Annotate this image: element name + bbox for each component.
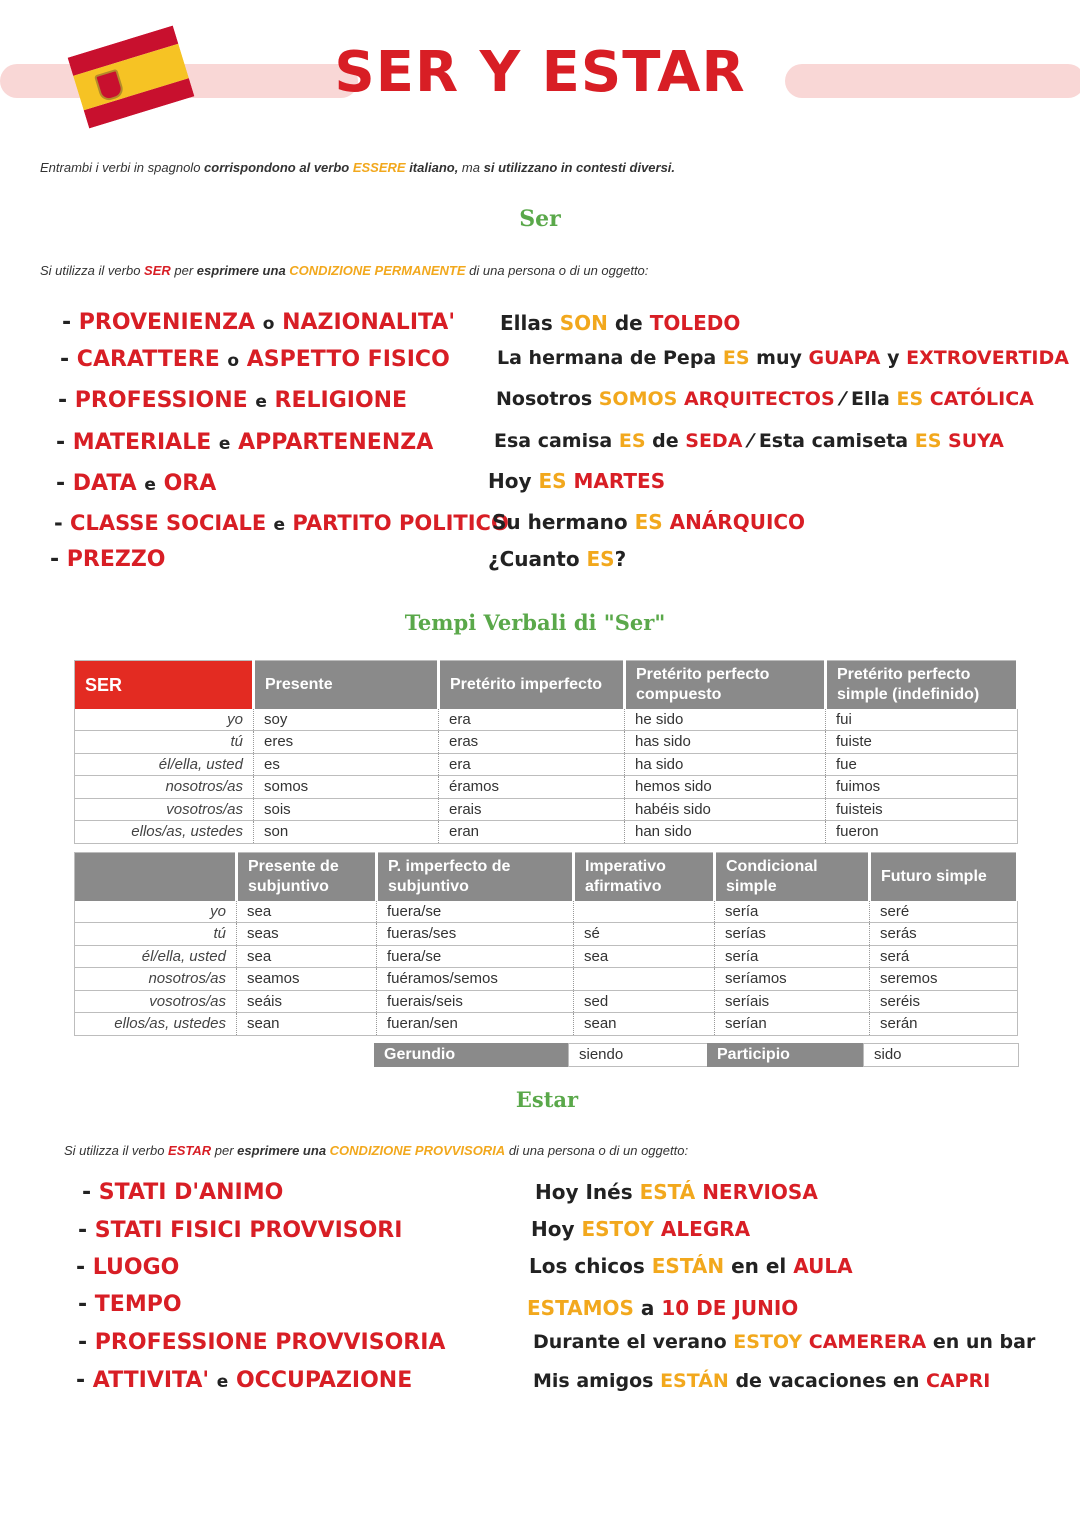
example-part: ES: [896, 388, 924, 410]
desc-part: di una persona o di un oggetto:: [465, 263, 649, 278]
table-cell: fue: [826, 753, 1018, 776]
table-header: Pretérito perfecto simple (indefinido): [826, 661, 1018, 709]
example-part: ES: [618, 430, 646, 452]
rule-term: STATI D'ANIMO: [98, 1180, 284, 1205]
ser-rule: - PROFESSIONE e RELIGIONE: [58, 388, 408, 413]
example-part: Ella: [851, 388, 897, 410]
tenses-heading: Tempi Verbali di "Ser": [404, 610, 666, 635]
ser-conjugation-table-2: [74, 852, 1019, 1036]
participio-value: sido: [863, 1043, 1019, 1067]
table-cell: vosotros/as: [75, 798, 254, 821]
table-cell: sois: [254, 798, 439, 821]
table-header: Presente de subjuntivo: [237, 853, 377, 901]
table-cell: yo: [75, 709, 254, 731]
example-part: 10 DE JUNIO: [661, 1296, 799, 1320]
table-cell: fuera/se: [377, 901, 574, 923]
desc-part: di una persona o di un oggetto:: [505, 1143, 689, 1158]
ser-rule: - PREZZO: [50, 547, 166, 572]
example-part: Esta camiseta: [758, 430, 915, 452]
example-part: Mis amigos: [533, 1370, 661, 1392]
rule-term: PROFESSIONE PROVVISORIA: [94, 1330, 446, 1355]
table-cell: era: [439, 709, 625, 731]
table-cell: has sido: [625, 731, 826, 754]
table-cell: soy: [254, 709, 439, 731]
example-part: SON: [559, 311, 608, 335]
example-part: ⁄: [834, 388, 852, 410]
example-part: La hermana de Pepa: [497, 347, 723, 369]
example-part: EXTROVERTIDA: [906, 347, 1069, 369]
table-cell: fuiste: [826, 731, 1018, 754]
table-cell: serías: [715, 923, 870, 946]
table-cell: será: [870, 945, 1018, 968]
example-part: ESTOY: [733, 1331, 803, 1353]
rule-term: NAZIONALITA': [282, 310, 456, 335]
example-part: Esa camisa: [494, 430, 619, 452]
table-row: [75, 798, 1018, 821]
table-cell: tú: [75, 923, 237, 946]
table-cell: fui: [826, 709, 1018, 731]
ser-description: [40, 263, 648, 278]
desc-part: esprimere una: [237, 1143, 330, 1158]
table-row: [75, 990, 1018, 1013]
gerundio-value: siendo: [568, 1043, 708, 1067]
example-part: AULA: [793, 1254, 853, 1278]
estar-rule: - PROFESSIONE PROVVISORIA: [78, 1330, 446, 1355]
example-part: Hoy: [488, 469, 539, 493]
table-cell: seré: [870, 901, 1018, 923]
ser-heading: Ser: [519, 206, 561, 232]
example-part: ESTÁ: [639, 1180, 696, 1204]
example-part: ESTÁN: [660, 1370, 729, 1392]
table-header: Pretérito imperfecto: [439, 661, 625, 709]
table-cell: sean: [237, 1013, 377, 1036]
table-row: [75, 1013, 1018, 1036]
ser-example: [488, 547, 626, 571]
ser-example: [500, 311, 740, 335]
table-cell: hemos sido: [625, 776, 826, 799]
example-part: ?: [614, 547, 627, 571]
rule-term: APPARTENENZA: [238, 430, 434, 455]
table-cell: fuisteis: [826, 798, 1018, 821]
table-cell: han sido: [625, 821, 826, 844]
example-part: CAMERERA: [802, 1331, 927, 1353]
rule-term: LUOGO: [92, 1255, 180, 1280]
table-cell: serás: [870, 923, 1018, 946]
example-part: y: [880, 347, 907, 369]
estar-description: [64, 1143, 688, 1158]
page-title: SER Y ESTAR: [334, 40, 746, 105]
rule-term: ORA: [163, 471, 217, 496]
table-row: [75, 923, 1018, 946]
example-part: en un bar: [926, 1331, 1036, 1353]
table-cell: eres: [254, 731, 439, 754]
rule-conj: o: [227, 351, 240, 371]
table-cell: es: [254, 753, 439, 776]
estar-example: [535, 1180, 818, 1204]
example-part: ES: [586, 547, 615, 571]
table-cell: habéis sido: [625, 798, 826, 821]
intro-part: ma: [458, 160, 484, 175]
estar-example: [533, 1331, 1035, 1353]
table-cell: son: [254, 821, 439, 844]
table-cell: seas: [237, 923, 377, 946]
rule-term: DATA: [72, 471, 137, 496]
estar-heading: Estar: [515, 1087, 579, 1112]
table-row: [75, 776, 1018, 799]
table-cell: serán: [870, 1013, 1018, 1036]
table-cell: ha sido: [625, 753, 826, 776]
rule-conj: e: [273, 515, 286, 535]
example-part: Hoy: [531, 1217, 582, 1241]
intro-part: Entrambi i verbi in spagnolo: [40, 160, 205, 175]
table-cell: sea: [237, 901, 377, 923]
example-part: SUYA: [941, 430, 1004, 452]
table-cell: seríamos: [715, 968, 870, 991]
ser-example: [494, 430, 1004, 452]
example-part: Durante el verano: [533, 1331, 734, 1353]
example-part: GUAPA: [808, 347, 881, 369]
ser-example: [497, 347, 1069, 369]
table-cell: sería: [715, 945, 870, 968]
rule-term: PREZZO: [66, 547, 166, 572]
estar-example: [533, 1370, 990, 1392]
ser-example: [496, 388, 1034, 410]
table-cell: sé: [574, 923, 715, 946]
example-part: SOMOS: [598, 388, 678, 410]
table-cell: él/ella, usted: [75, 945, 237, 968]
example-part: ESTAMOS: [527, 1296, 634, 1320]
example-part: ESTOY: [581, 1217, 654, 1241]
ser-rule: - CARATTERE o ASPETTO FISICO: [60, 347, 450, 372]
table-cell: vosotros/as: [75, 990, 237, 1013]
example-part: ES: [634, 510, 663, 534]
example-part: Los chicos: [529, 1254, 652, 1278]
table-cell: sed: [574, 990, 715, 1013]
table-cell: eras: [439, 731, 625, 754]
table-cell: he sido: [625, 709, 826, 731]
desc-part: per: [170, 263, 197, 278]
rule-term: OCCUPAZIONE: [235, 1368, 413, 1393]
table-header: Pretérito perfecto compuesto: [625, 661, 826, 709]
rule-term: PARTITO POLITICO: [292, 511, 509, 535]
rule-conj: e: [255, 392, 267, 412]
table-cell: nosotros/as: [75, 968, 237, 991]
table-cell: él/ella, usted: [75, 753, 254, 776]
example-part: a: [633, 1296, 662, 1320]
rule-conj: e: [218, 434, 231, 454]
ser-rule: - DATA e ORA: [56, 471, 217, 496]
intro-text: [40, 160, 675, 175]
table-cell: fuimos: [826, 776, 1018, 799]
example-part: Su hermano: [492, 510, 635, 534]
desc-highlight: CONDIZIONE PERMANENTE: [289, 263, 466, 278]
estar-rule: - TEMPO: [78, 1292, 182, 1317]
table-cell: fuerais/seis: [377, 990, 574, 1013]
example-part: ES: [722, 347, 750, 369]
rule-conj: e: [216, 1372, 229, 1392]
desc-verb: SER: [144, 263, 171, 278]
estar-rule: - LUOGO: [76, 1255, 180, 1280]
example-part: ESTÁN: [651, 1254, 725, 1278]
estar-example: [531, 1217, 750, 1241]
table-cell: [574, 901, 715, 923]
table-cell: eran: [439, 821, 625, 844]
example-part: ES: [538, 469, 567, 493]
desc-part: Si utilizza il verbo: [64, 1143, 169, 1158]
rule-conj: o: [262, 314, 275, 334]
example-part: MARTES: [566, 469, 666, 493]
rule-term: MATERIALE: [72, 430, 212, 455]
estar-rule: - STATI D'ANIMO: [82, 1180, 284, 1205]
ser-rule: - CLASSE SOCIALE e PARTITO POLITICO: [54, 511, 509, 535]
table-cell: [574, 968, 715, 991]
table-row: [75, 945, 1018, 968]
table-cell: ellos/as, ustedes: [75, 821, 254, 844]
rule-term: PROFESSIONE: [74, 388, 248, 413]
table-cell: era: [439, 753, 625, 776]
desc-part: per: [211, 1143, 238, 1158]
table-cell: seréis: [870, 990, 1018, 1013]
example-part: Ellas: [500, 311, 560, 335]
intro-part: si utilizzano in contesti diversi.: [483, 160, 676, 175]
table-cell: somos: [254, 776, 439, 799]
table-cell: sería: [715, 901, 870, 923]
table-header: Imperativo afirmativo: [574, 853, 715, 901]
example-part: ALEGRA: [653, 1217, 751, 1241]
example-part: Nosotros: [496, 388, 599, 410]
example-part: de: [607, 311, 650, 335]
rule-term: ATTIVITA': [92, 1368, 210, 1393]
participio-label: Participio: [707, 1043, 863, 1067]
table-cell: erais: [439, 798, 625, 821]
example-part: CAPRI: [926, 1370, 991, 1392]
gerundio-label: Gerundio: [374, 1043, 568, 1067]
table-row: [75, 709, 1018, 731]
table-cell: seamos: [237, 968, 377, 991]
table-cell: fueron: [826, 821, 1018, 844]
table-header: SER: [75, 661, 254, 709]
example-part: muy: [749, 347, 809, 369]
example-part: ES: [914, 430, 942, 452]
desc-verb: ESTAR: [168, 1143, 212, 1158]
rule-term: TEMPO: [94, 1292, 182, 1317]
table-header: [75, 853, 237, 901]
example-part: Hoy Inés: [535, 1180, 640, 1204]
ser-example: [488, 469, 665, 493]
table-row: [75, 753, 1018, 776]
estar-rule: - ATTIVITA' e OCCUPAZIONE: [76, 1368, 413, 1393]
example-part: ⁄: [742, 430, 759, 452]
intro-part: italiano,: [405, 160, 459, 175]
desc-part: Si utilizza il verbo: [40, 263, 145, 278]
example-part: de vacaciones en: [728, 1370, 927, 1392]
estar-rule: - STATI FISICI PROVVISORI: [78, 1218, 403, 1243]
rule-term: ASPETTO FISICO: [246, 347, 450, 372]
rule-term: STATI FISICI PROVVISORI: [94, 1218, 403, 1243]
table-cell: nosotros/as: [75, 776, 254, 799]
table-row: [75, 901, 1018, 923]
intro-highlight: ESSERE: [352, 160, 406, 175]
rule-term: CLASSE SOCIALE: [70, 511, 267, 535]
example-part: de: [645, 430, 686, 452]
table-cell: seáis: [237, 990, 377, 1013]
rule-conj: e: [144, 475, 156, 495]
example-part: ANÁRQUICO: [662, 510, 806, 534]
intro-part: corrispondono al verbo: [204, 160, 353, 175]
estar-example: [527, 1296, 798, 1320]
ser-rule: - PROVENIENZA o NAZIONALITA': [62, 310, 456, 335]
estar-example: [529, 1254, 853, 1278]
table-cell: éramos: [439, 776, 625, 799]
table-row: [75, 731, 1018, 754]
table-cell: seríais: [715, 990, 870, 1013]
example-part: ¿Cuanto: [488, 547, 587, 571]
ser-example: [492, 510, 805, 534]
table-header: P. imperfecto de subjuntivo: [377, 853, 574, 901]
rule-term: RELIGIONE: [274, 388, 408, 413]
table-cell: serían: [715, 1013, 870, 1036]
table-header: Futuro simple: [870, 853, 1018, 901]
table-cell: sea: [237, 945, 377, 968]
ser-conjugation-table-1: [74, 660, 1019, 844]
table-cell: tú: [75, 731, 254, 754]
table-cell: fuera/se: [377, 945, 574, 968]
rule-term: PROVENIENZA: [78, 310, 256, 335]
ser-rule: - MATERIALE e APPARTENENZA: [56, 430, 434, 455]
table-cell: fueran/sen: [377, 1013, 574, 1036]
table-cell: seremos: [870, 968, 1018, 991]
table-header: Presente: [254, 661, 439, 709]
example-part: SEDA: [685, 430, 743, 452]
example-part: ARQUITECTOS: [677, 388, 835, 410]
table-row: [75, 968, 1018, 991]
desc-highlight: CONDIZIONE PROVVISORIA: [329, 1143, 506, 1158]
table-cell: sea: [574, 945, 715, 968]
example-part: TOLEDO: [649, 311, 741, 335]
table-cell: sean: [574, 1013, 715, 1036]
table-header: Condicional simple: [715, 853, 870, 901]
rule-term: CARATTERE: [76, 347, 220, 372]
table-cell: ellos/as, ustedes: [75, 1013, 237, 1036]
desc-part: esprimere una: [196, 263, 290, 278]
table-cell: fueras/ses: [377, 923, 574, 946]
table-cell: fuéramos/semos: [377, 968, 574, 991]
table-cell: yo: [75, 901, 237, 923]
table-row: [75, 821, 1018, 844]
example-part: en el: [724, 1254, 794, 1278]
example-part: CATÓLICA: [923, 388, 1034, 410]
example-part: NERVIOSA: [695, 1180, 818, 1204]
